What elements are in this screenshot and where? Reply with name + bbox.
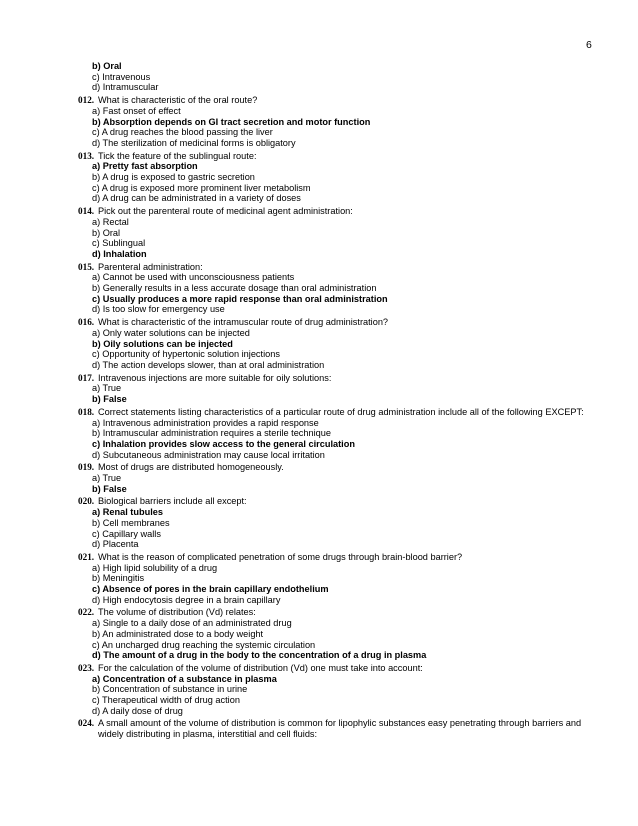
- answer-option: c) Absence of pores in the brain capillary endothelium: [92, 584, 329, 595]
- answer-option: b) Cell membranes: [92, 517, 170, 528]
- answer-option: d) A drug can be administrated in a variety of doses: [92, 193, 301, 204]
- question-number: 024.: [78, 718, 95, 729]
- answer-option: b) Meningitis: [92, 573, 145, 584]
- question-item: [0, 718, 638, 739]
- answer-options: [0, 418, 638, 461]
- answer-option: d) Is too slow for emergency use: [92, 304, 225, 315]
- question-text: Most of drugs are distributed homogeneously.: [98, 462, 284, 473]
- question-item: [0, 407, 638, 461]
- answer-option: a) Only water solutions can be injected: [92, 327, 250, 338]
- answer-option: b) Concentration of substance in urine: [92, 684, 248, 695]
- answer-option: b) Absorption depends on GI tract secretion and motor function: [92, 116, 371, 127]
- answer-option: b) False: [92, 483, 127, 494]
- answer-options: [0, 563, 638, 606]
- question-header: [0, 663, 638, 674]
- question-text: What is characteristic of the oral route?: [98, 95, 258, 106]
- question-item: [0, 206, 638, 260]
- answer-option: c) Sublingual: [92, 238, 146, 249]
- question-text: What is characteristic of the intramuscular route of drug administration?: [98, 317, 389, 328]
- answer-option: d) The action develops slower, than at oral administration: [92, 359, 325, 370]
- question-header: [0, 151, 638, 162]
- answer-options: [0, 328, 638, 371]
- question-number: 014.: [78, 206, 95, 217]
- question-item: [0, 496, 638, 550]
- question-header: [0, 496, 638, 507]
- answer-option: c) A drug reaches the blood passing the liver: [92, 127, 273, 138]
- answer-option: c) A drug is exposed more prominent liver metabolism: [92, 182, 311, 193]
- question-item: [0, 151, 638, 205]
- question-number: 020.: [78, 496, 95, 507]
- question-number: 023.: [78, 662, 95, 673]
- question-text: Parenteral administration:: [98, 261, 203, 272]
- question-text: Tick the feature of the sublingual route:: [98, 150, 257, 161]
- answer-option: a) High lipid solubility of a drug: [92, 562, 218, 573]
- answer-options: [0, 217, 638, 260]
- answer-option: b) Generally results in a less accurate dosage than oral administration: [92, 283, 377, 294]
- answer-option: d) Subcutaneous administration may cause local irritation: [92, 449, 325, 460]
- question-text: Correct statements listing characteristics of a particular route of drug administration include all of the following EXCEPT:: [98, 406, 584, 417]
- answer-option: a) Concentration of a substance in plasma: [92, 673, 277, 684]
- question-number: 012.: [78, 95, 95, 106]
- question-text: What is the reason of complicated penetration of some drugs through brain-blood barrier?: [98, 551, 463, 562]
- question-item: [0, 607, 638, 661]
- question-number: 019.: [78, 462, 95, 473]
- question-number: 016.: [78, 317, 95, 328]
- lead-options: [0, 61, 638, 93]
- answer-options: [0, 618, 638, 661]
- question-item: [0, 95, 638, 149]
- question-header: [0, 552, 638, 563]
- answer-option: a) Pretty fast absorption: [92, 161, 198, 172]
- answer-option: d) A daily dose of drug: [92, 705, 183, 716]
- question-item: [0, 373, 638, 405]
- answer-option: b) Oily solutions can be injected: [92, 338, 233, 349]
- question-header: [0, 462, 638, 473]
- question-header: [0, 407, 638, 418]
- page-number: 6: [586, 39, 592, 51]
- answer-option: a) Renal tubules: [92, 507, 163, 518]
- question-list: [0, 61, 638, 740]
- question-header: [0, 262, 638, 273]
- question-number: 022.: [78, 607, 95, 618]
- answer-options: [0, 507, 638, 550]
- answer-options: [0, 161, 638, 204]
- question-number: 015.: [78, 261, 95, 272]
- question-text: The volume of distribution (Vd) relates:: [98, 607, 256, 618]
- answer-options: [0, 473, 638, 494]
- answer-option: d) Intramuscular: [92, 82, 159, 93]
- answer-option: a) Cannot be used with unconsciousness patients: [92, 272, 295, 283]
- question-text: A small amount of the volume of distribution is common for lipophylic substances easy penetrating through barriers and widely distributing in plasma, interstitial and cell fluids:: [98, 718, 582, 740]
- answer-option: a) True: [92, 383, 122, 394]
- question-number: 018.: [78, 406, 95, 417]
- answer-option: a) Single to a daily dose of an administrated drug: [92, 618, 292, 629]
- answer-option: d) The sterilization of medicinal forms is obligatory: [92, 137, 296, 148]
- answer-option: a) Rectal: [92, 216, 129, 227]
- question-header: [0, 718, 638, 739]
- answer-option: b) A drug is exposed to gastric secretion: [92, 172, 255, 183]
- question-number: 013.: [78, 150, 95, 161]
- answer-options: [0, 383, 638, 404]
- answer-option: d) The amount of a drug in the body to the concentration of a drug in plasma: [92, 650, 427, 661]
- question-text: For the calculation of the volume of distribution (Vd) one must take into account:: [98, 662, 423, 673]
- question-item: [0, 552, 638, 606]
- answer-option: b) An administrated dose to a body weight: [92, 628, 264, 639]
- questions-container: [0, 95, 638, 740]
- question-text: Pick out the parenteral route of medicinal agent administration:: [98, 206, 353, 217]
- question-item: [0, 462, 638, 494]
- answer-options: [0, 272, 638, 315]
- answer-option: b) Oral: [92, 227, 121, 238]
- answer-option: b) False: [92, 394, 127, 405]
- answer-option: d) Inhalation: [92, 248, 147, 259]
- question-text: Biological barriers include all except:: [98, 496, 247, 507]
- question-number: 021.: [78, 551, 95, 562]
- answer-option: c) Therapeutical width of drug action: [92, 695, 240, 706]
- answer-options: [0, 106, 638, 149]
- answer-option: b) Oral: [92, 61, 122, 71]
- answer-option: b) Intramuscular administration requires a sterile technique: [92, 428, 331, 439]
- question-header: [0, 373, 638, 384]
- answer-option: a) True: [92, 473, 122, 484]
- question-header: [0, 317, 638, 328]
- answer-option: c) Intravenous: [92, 71, 151, 82]
- question-item: [0, 663, 638, 717]
- answer-option: a) Fast onset of effect: [92, 105, 181, 116]
- question-item: [0, 262, 638, 316]
- question-text: Intravenous injections are more suitable for oily solutions:: [98, 372, 332, 383]
- answer-options: [0, 674, 638, 717]
- answer-option: d) High endocytosis degree in a brain capillary: [92, 594, 281, 605]
- question-number: 017.: [78, 372, 95, 383]
- answer-option: c) Inhalation provides slow access to the general circulation: [92, 438, 355, 449]
- answer-option: c) Capillary walls: [92, 528, 161, 539]
- answer-option: d) Placenta: [92, 539, 139, 550]
- answer-option: c) Opportunity of hypertonic solution injections: [92, 349, 280, 360]
- question-item: [0, 317, 638, 371]
- answer-option: c) Usually produces a more rapid response than oral administration: [92, 293, 388, 304]
- answer-option: a) Intravenous administration provides a rapid response: [92, 417, 319, 428]
- answer-option: c) An uncharged drug reaching the systemic circulation: [92, 639, 316, 650]
- question-header: [0, 607, 638, 618]
- question-header: [0, 95, 638, 106]
- question-header: [0, 206, 638, 217]
